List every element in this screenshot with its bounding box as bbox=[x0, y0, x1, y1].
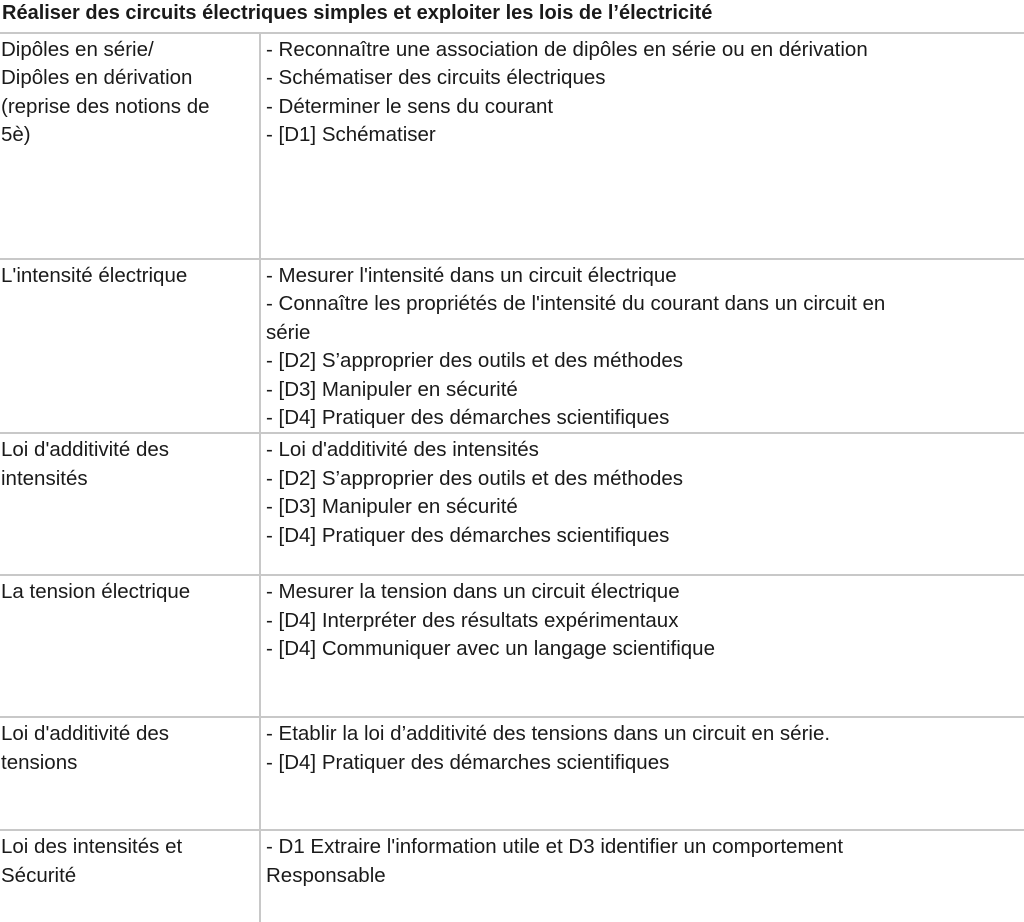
skill-item: - Mesurer l'intensité dans un circuit électrique bbox=[266, 264, 677, 287]
skill-item: - D1 Extraire l'information utile et D3 identifier un comportement Responsable bbox=[266, 835, 844, 887]
skills-cell bbox=[260, 575, 1024, 717]
topic-label: L'intensité électrique bbox=[1, 264, 188, 287]
table-row bbox=[0, 33, 1024, 259]
skills-cell bbox=[260, 717, 1024, 830]
topic-cell bbox=[0, 830, 260, 922]
skill-item: - Loi d'additivité des intensités bbox=[266, 438, 539, 462]
skill-item: - [D2] S’approprier des outils et des méthodes bbox=[266, 349, 684, 373]
skill-item: - [D4] Communiquer avec un langage scientifique bbox=[266, 637, 715, 661]
topic-cell bbox=[0, 33, 260, 259]
skill-item: - [D1] Schématiser bbox=[266, 123, 436, 147]
page-title: Réaliser des circuits électriques simples et exploiter les lois de l’électricité bbox=[2, 2, 713, 24]
skill-item: - [D4] Pratiquer des démarches scientifiques bbox=[266, 406, 670, 430]
skill-item: - Schématiser des circuits électriques bbox=[266, 66, 606, 90]
table-row bbox=[0, 830, 1024, 922]
skill-item: - Etablir la loi d’additivité des tensions dans un circuit en série. bbox=[266, 722, 831, 746]
table-row bbox=[0, 575, 1024, 717]
skill-item: - [D4] Pratiquer des démarches scientifiques bbox=[266, 750, 670, 774]
topic-cell bbox=[0, 575, 260, 717]
topic-cell bbox=[0, 433, 260, 575]
topic-label: Loi d'additivité des intensités bbox=[1, 438, 170, 490]
topic-label: Loi des intensités et Sécurité bbox=[1, 835, 183, 887]
skills-cell bbox=[260, 259, 1024, 433]
table-row bbox=[0, 433, 1024, 575]
topic-label: Loi d'additivité des tensions bbox=[1, 722, 170, 774]
skill-item: - Connaître les propriétés de l'intensité du courant dans un circuit en série bbox=[266, 292, 886, 344]
topic-cell bbox=[0, 717, 260, 830]
topic-label: Dipôles en série/ Dipôles en dérivation (reprise des notions de 5è) bbox=[1, 38, 210, 147]
skill-item: - Reconnaître une association de dipôles en série ou en dérivation bbox=[266, 38, 868, 61]
topic-cell bbox=[0, 259, 260, 433]
skills-cell bbox=[260, 830, 1024, 922]
table-row bbox=[0, 717, 1024, 830]
skill-item: - [D4] Pratiquer des démarches scientifiques bbox=[266, 523, 670, 547]
skill-item: - Déterminer le sens du courant bbox=[266, 94, 554, 118]
skill-item: - [D3] Manipuler en sécurité bbox=[266, 377, 518, 401]
competence-table bbox=[0, 32, 1024, 922]
skill-item: - [D3] Manipuler en sécurité bbox=[266, 495, 518, 519]
skill-item: - [D2] S’approprier des outils et des méthodes bbox=[266, 466, 684, 490]
skill-item: - Mesurer la tension dans un circuit électrique bbox=[266, 580, 680, 604]
topic-label: La tension électrique bbox=[1, 580, 191, 604]
skills-cell bbox=[260, 433, 1024, 575]
skill-item: - [D4] Interpréter des résultats expérimentaux bbox=[266, 608, 679, 632]
table-row bbox=[0, 259, 1024, 433]
skills-cell bbox=[260, 33, 1024, 259]
